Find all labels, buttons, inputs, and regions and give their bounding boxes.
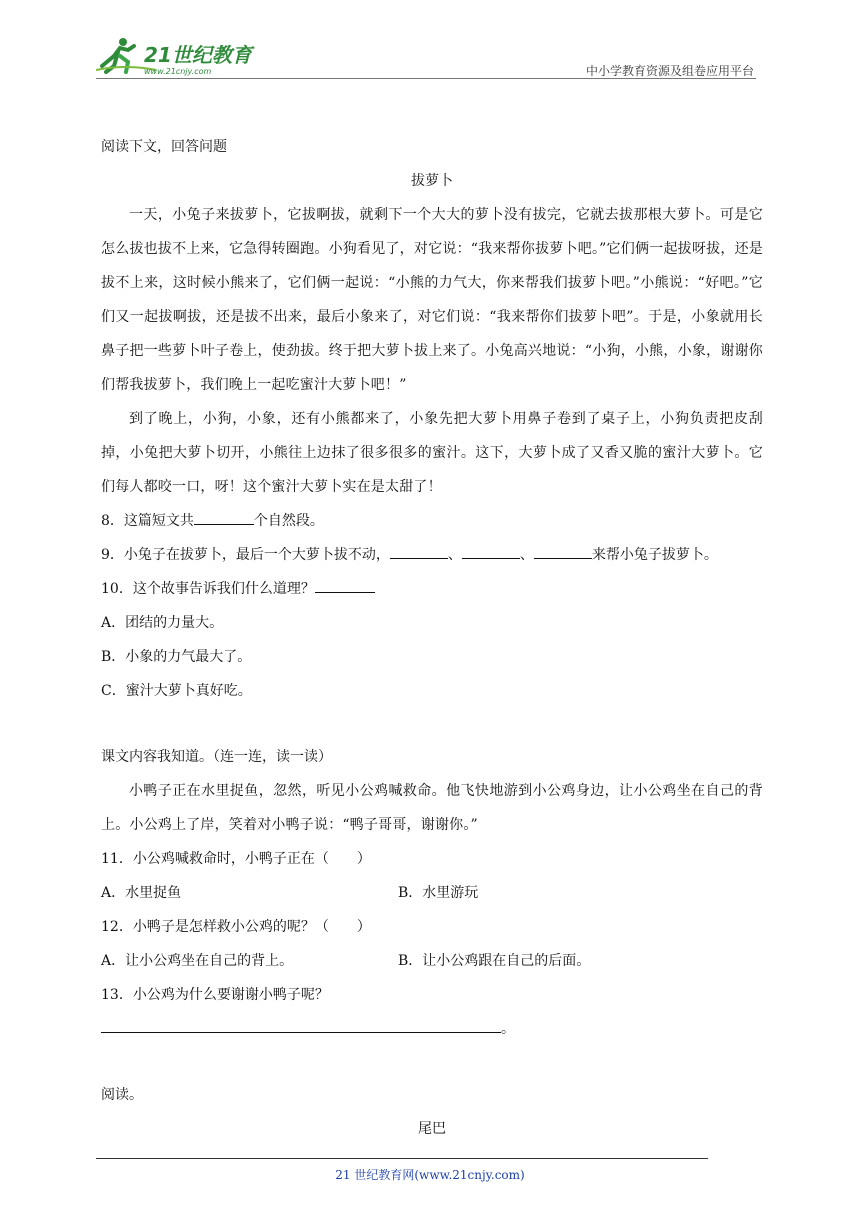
section3-title: 尾巴 [418, 1121, 446, 1137]
option-12-b[interactable]: B．让小公鸡跟在自己的后面。 [398, 953, 591, 969]
option-10-b[interactable]: B．小象的力气最大了。 [101, 649, 252, 665]
section2-instruction: 课文内容我知道。（连一连，读一读） [101, 749, 332, 765]
svg-text:www.21cnjy.com: www.21cnjy.com [144, 67, 212, 76]
answer-blank[interactable] [194, 508, 254, 525]
story-paragraph-2: 到了晚上，小狗，小象，还有小熊都来了，小象先把大萝卜用鼻子卷到了桌子上，小狗负责把皮刮掉，小兔把大萝卜切开，小熊往上边抹了很多很多的蜜汁。这下，大萝卜成了又香又脆的蜜汁大萝卜。它们每人都咬一口，呀！这个蜜汁大萝卜实在是太甜了！ [101, 411, 763, 495]
section3-instruction: 阅读。 [101, 1087, 143, 1103]
question-8: 8．这篇短文共 个自然段。 [101, 504, 763, 538]
option-11-a[interactable]: A．水里捉鱼 [101, 885, 182, 901]
question-12-options [101, 944, 763, 978]
option-10-a[interactable]: A．团结的力量大。 [101, 615, 224, 631]
question-12: 12．小鸭子是怎样救小公鸡的呢？（ ） [101, 919, 371, 935]
question-10: 10．这个故事告诉我们什么道理？ [101, 572, 763, 606]
option-11-b[interactable]: B．水里游玩 [398, 885, 479, 901]
answer-blank[interactable] [315, 576, 375, 593]
question-11: 11．小公鸡喊救命时，小鸭子正在（ ） [101, 851, 371, 867]
answer-blank[interactable] [462, 542, 520, 559]
platform-name: 中小学教育资源及组卷应用平台 [585, 64, 754, 78]
question-13-answer-line: 。 [101, 1012, 763, 1046]
section2-paragraph: 小鸭子正在水里捉鱼，忽然，听见小公鸡喊救命。他飞快地游到小公鸡身边，让小公鸡坐在自己的背上。小公鸡上了岸，笑着对小鸭子说：“鸭子哥哥，谢谢你。” [101, 783, 763, 833]
question-9: 9．小兔子在拔萝卜，最后一个大萝卜拔不动， 、 、 来帮小兔子拔萝卜。 [101, 538, 763, 572]
option-12-a[interactable]: A．让小公鸡坐在自己的背上。 [101, 953, 294, 969]
logo-21cnjy [96, 36, 256, 76]
header-divider [96, 78, 756, 79]
answer-blank[interactable] [534, 542, 592, 559]
footer-text[interactable]: 21 世纪教育网(www.21cnjy.com) [335, 1168, 525, 1182]
question-13: 13．小公鸡为什么要谢谢小鸭子呢？ [101, 987, 329, 1003]
svg-text:21世纪教育: 21世纪教育 [144, 43, 252, 67]
answer-blank[interactable] [390, 542, 448, 559]
document-body [101, 130, 763, 1146]
footer-divider [96, 1158, 708, 1159]
page-header [96, 34, 756, 82]
story-paragraph-1: 一天，小兔子来拔萝卜，它拔啊拔，就剩下一个大大的萝卜没有拔完，它就去拔那根大萝卜。可是它怎么拔也拔不上来，它急得转圈跑。小狗看见了，对它说：“我来帮你拔萝卜吧。”它们俩一起拔呀拔，还是拔不上来，这时候小熊来了，它们俩一起说：“小熊的力气大，你来帮我们拔萝卜吧。”小熊说：“好吧。”它们又一起拔啊拔，还是拔不出来，最后小象来了，对它们说：“我来帮你们拔萝卜吧”。于是，小象就用长鼻子把一些萝卜叶子卷上，使劲拔。终于把大萝卜拔上来了。小兔高兴地说：“小狗，小熊，小象，谢谢你们帮我拔萝卜，我们晚上一起吃蜜汁大萝卜吧！” [101, 207, 763, 393]
section1-instruction: 阅读下文，回答问题 [101, 139, 227, 155]
section1-title: 拔萝卜 [411, 173, 453, 189]
option-10-c[interactable]: C．蜜汁大萝卜真好吃。 [101, 683, 252, 699]
question-11-options [101, 876, 763, 910]
answer-blank[interactable] [101, 1016, 501, 1033]
